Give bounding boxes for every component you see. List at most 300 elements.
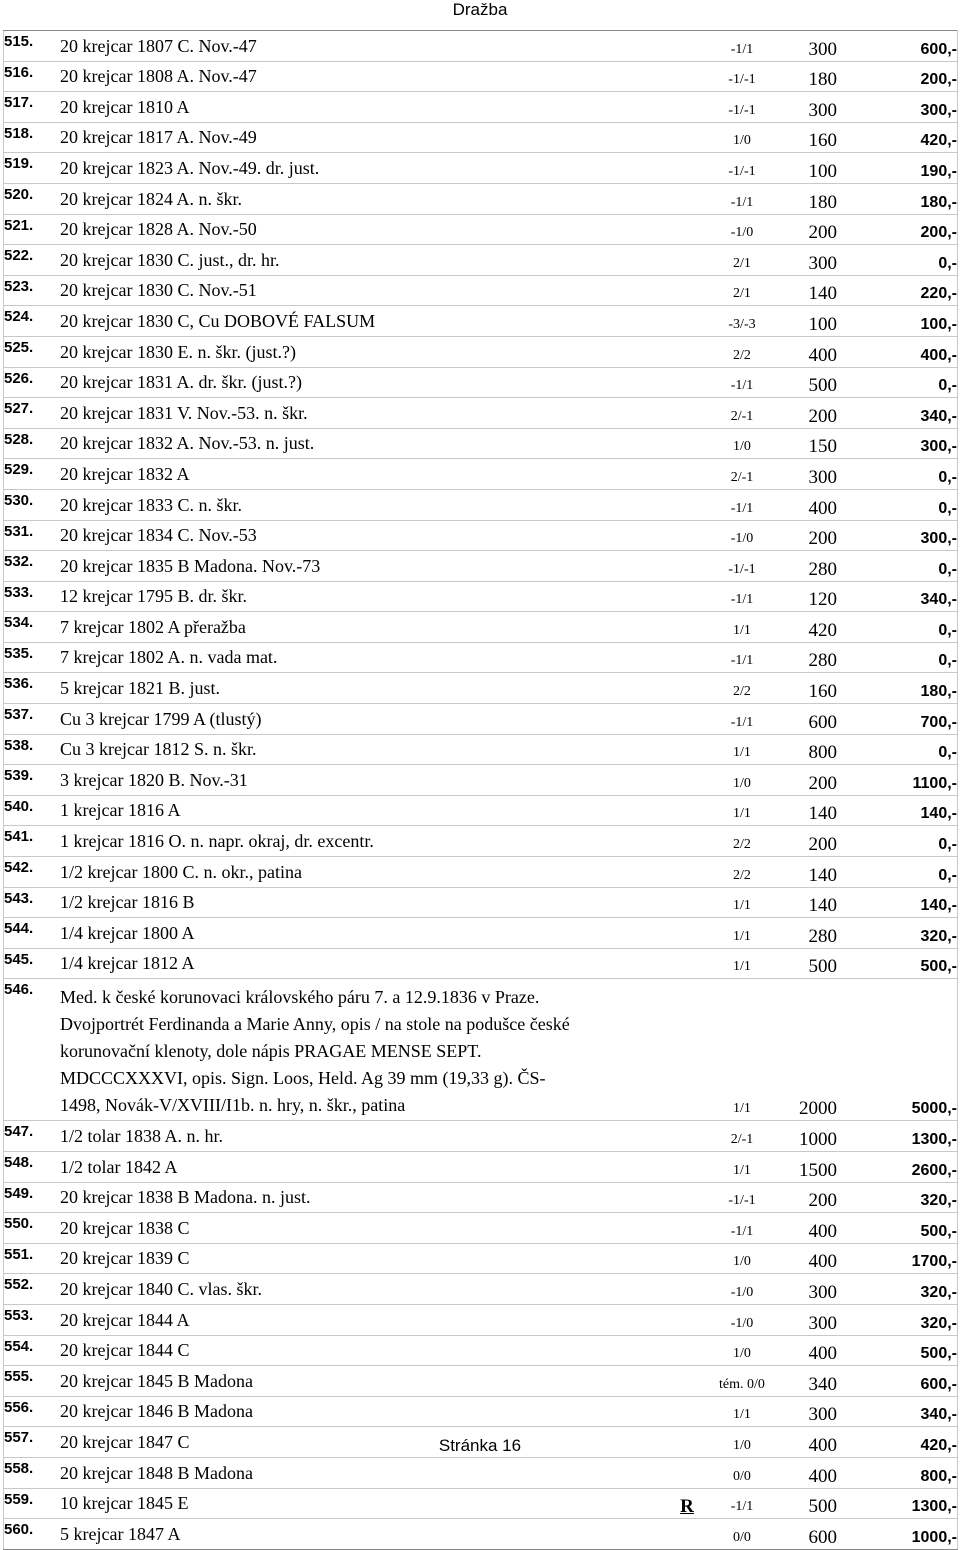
lot-condition: 2/-1 <box>707 1121 777 1152</box>
lot-rarity-mark <box>667 734 707 765</box>
lot-row <box>4 1121 958 1152</box>
lot-condition: -1/1 <box>707 581 777 612</box>
lot-row <box>4 1366 958 1397</box>
lot-condition: 2/2 <box>707 857 777 888</box>
lot-rarity-mark <box>667 918 707 949</box>
lot-row <box>4 214 958 245</box>
lot-row <box>4 765 958 796</box>
lot-condition: -1/1 <box>707 489 777 520</box>
lot-row <box>4 1519 958 1550</box>
lot-condition: -1/0 <box>707 1304 777 1335</box>
lot-final-price: 0,- <box>851 612 958 643</box>
lot-starting-price: 200 <box>777 214 851 245</box>
lot-starting-price: 280 <box>777 642 851 673</box>
auction-lots-body <box>4 31 958 1550</box>
lot-condition: 1/1 <box>707 734 777 765</box>
lot-row <box>4 918 958 949</box>
lot-final-price: 220,- <box>851 275 958 306</box>
lot-rarity-mark <box>667 1335 707 1366</box>
lot-final-price: 320,- <box>851 1274 958 1305</box>
lot-number: 554. <box>4 1335 61 1366</box>
lot-starting-price: 400 <box>777 336 851 367</box>
lot-condition: 2/1 <box>707 245 777 276</box>
lot-description: 1/4 krejcar 1800 A <box>60 918 667 949</box>
lot-condition: 1/0 <box>707 428 777 459</box>
lot-number: 527. <box>4 398 61 429</box>
lot-starting-price: 300 <box>777 92 851 123</box>
lot-rarity-mark <box>667 704 707 735</box>
lot-final-price: 500,- <box>851 1335 958 1366</box>
lot-starting-price: 140 <box>777 275 851 306</box>
lot-final-price: 300,- <box>851 520 958 551</box>
lot-final-price: 400,- <box>851 336 958 367</box>
lot-description: 20 krejcar 1830 C. just., dr. hr. <box>60 245 667 276</box>
lot-rarity-mark <box>667 581 707 612</box>
lot-description: Cu 3 krejcar 1799 A (tlustý) <box>60 704 667 735</box>
lot-number: 515. <box>4 31 61 62</box>
lot-description: 3 krejcar 1820 B. Nov.-31 <box>60 765 667 796</box>
lot-number: 517. <box>4 92 61 123</box>
lot-row <box>4 612 958 643</box>
lot-row <box>4 520 958 551</box>
lot-number: 528. <box>4 428 61 459</box>
lot-starting-price: 200 <box>777 826 851 857</box>
lot-number: 559. <box>4 1488 61 1519</box>
lot-number: 530. <box>4 489 61 520</box>
lot-number: 535. <box>4 642 61 673</box>
lot-rarity-mark <box>667 948 707 979</box>
lot-final-price: 180,- <box>851 183 958 214</box>
lot-starting-price: 800 <box>777 734 851 765</box>
lot-description: 1/4 krejcar 1812 A <box>60 948 667 979</box>
lot-number: 560. <box>4 1519 61 1550</box>
lot-final-price: 190,- <box>851 153 958 184</box>
lot-rarity-mark <box>667 183 707 214</box>
lot-final-price: 500,- <box>851 1213 958 1244</box>
lot-rarity-mark <box>667 214 707 245</box>
lot-description: 20 krejcar 1832 A. Nov.-53. n. just. <box>60 428 667 459</box>
auction-lots-table <box>3 30 958 1550</box>
lot-starting-price: 300 <box>777 31 851 62</box>
lot-number: 516. <box>4 61 61 92</box>
lot-condition: 1/1 <box>707 612 777 643</box>
lot-condition: -1/0 <box>707 214 777 245</box>
header-title: Dražba <box>452 0 508 19</box>
lot-final-price: 0,- <box>851 826 958 857</box>
lot-number: 531. <box>4 520 61 551</box>
lot-condition: -1/-1 <box>707 1182 777 1213</box>
lot-description: 12 krejcar 1795 B. dr. škr. <box>60 581 667 612</box>
lot-description: 20 krejcar 1847 C <box>60 1427 667 1458</box>
lot-final-price: 140,- <box>851 795 958 826</box>
lot-rarity-mark <box>667 642 707 673</box>
lot-rarity-mark <box>667 245 707 276</box>
lot-condition: -1/0 <box>707 520 777 551</box>
lot-condition: 2/-1 <box>707 398 777 429</box>
lot-row <box>4 1182 958 1213</box>
lot-final-price: 0,- <box>851 489 958 520</box>
lot-rarity-mark <box>667 1396 707 1427</box>
lot-condition: -1/1 <box>707 183 777 214</box>
lot-condition: 2/-1 <box>707 459 777 490</box>
lot-condition: tém. 0/0 <box>707 1366 777 1397</box>
lot-description: 20 krejcar 1844 A <box>60 1304 667 1335</box>
lot-row <box>4 428 958 459</box>
lot-starting-price: 280 <box>777 918 851 949</box>
lot-number: 519. <box>4 153 61 184</box>
lot-rarity-mark <box>667 489 707 520</box>
lot-number: 540. <box>4 795 61 826</box>
lot-number: 523. <box>4 275 61 306</box>
lot-final-price: 600,- <box>851 31 958 62</box>
lot-row <box>4 1213 958 1244</box>
lot-description: 1 krejcar 1816 O. n. napr. okraj, dr. excentr. <box>60 826 667 857</box>
lot-description: 20 krejcar 1808 A. Nov.-47 <box>60 61 667 92</box>
lot-final-price: 200,- <box>851 214 958 245</box>
lot-description: 20 krejcar 1810 A <box>60 92 667 123</box>
lot-condition: 1/1 <box>707 795 777 826</box>
lot-rarity-mark <box>667 92 707 123</box>
lot-final-price: 1100,- <box>851 765 958 796</box>
lot-description: 20 krejcar 1846 B Madona <box>60 1396 667 1427</box>
lot-condition: -1/1 <box>707 31 777 62</box>
lot-starting-price: 180 <box>777 61 851 92</box>
lot-row <box>4 642 958 673</box>
lot-condition: -1/-1 <box>707 551 777 582</box>
lot-condition: 2/2 <box>707 673 777 704</box>
lot-rarity-mark <box>667 857 707 888</box>
lot-final-price: 320,- <box>851 1182 958 1213</box>
lot-condition: 0/0 <box>707 1457 777 1488</box>
lot-number: 544. <box>4 918 61 949</box>
lot-final-price: 500,- <box>851 948 958 979</box>
lot-number: 547. <box>4 1121 61 1152</box>
lot-starting-price: 280 <box>777 551 851 582</box>
lot-condition: 1/0 <box>707 765 777 796</box>
lot-condition: -1/1 <box>707 704 777 735</box>
lot-rarity-mark <box>667 367 707 398</box>
lot-row <box>4 245 958 276</box>
lot-number: 521. <box>4 214 61 245</box>
lot-rarity-mark <box>667 336 707 367</box>
lot-description: 1/2 tolar 1842 A <box>60 1152 667 1183</box>
lot-description: 20 krejcar 1845 B Madona <box>60 1366 667 1397</box>
lot-row <box>4 581 958 612</box>
lot-rarity-mark <box>667 520 707 551</box>
lot-final-price: 420,- <box>851 1427 958 1458</box>
lot-row <box>4 734 958 765</box>
lot-number: 558. <box>4 1457 61 1488</box>
lot-description: 20 krejcar 1830 C. Nov.-51 <box>60 275 667 306</box>
lot-starting-price: 400 <box>777 1427 851 1458</box>
lot-condition: -1/-1 <box>707 61 777 92</box>
lot-starting-price: 340 <box>777 1366 851 1397</box>
lot-number: 553. <box>4 1304 61 1335</box>
lot-rarity-mark <box>667 765 707 796</box>
lot-final-price: 0,- <box>851 459 958 490</box>
lot-starting-price: 300 <box>777 1396 851 1427</box>
lot-row <box>4 61 958 92</box>
lot-final-price: 600,- <box>851 1366 958 1397</box>
lot-number: 556. <box>4 1396 61 1427</box>
lot-starting-price: 400 <box>777 1243 851 1274</box>
lot-description: Med. k české korunovaci královského páru 7. a 12.9.1836 v Praze. Dvojportrét Ferdinanda a Marie Anny, opis / na stole na podušce české korunovační klenoty, dole nápis PRAGAE MENSE SEPT. MDCCCXXXVI, opis. Sign. Loos, Held. Ag 39 mm (19,33 g). ČS- 1498, Novák-V/XVIII/I1b. n. hry, n. škr., patina <box>60 979 667 1121</box>
lot-condition: 1/0 <box>707 122 777 153</box>
lot-starting-price: 400 <box>777 1335 851 1366</box>
lot-row <box>4 336 958 367</box>
lot-condition: -3/-3 <box>707 306 777 337</box>
lot-description: 5 krejcar 1821 B. just. <box>60 673 667 704</box>
lot-starting-price: 160 <box>777 673 851 704</box>
lot-final-price: 340,- <box>851 1396 958 1427</box>
lot-description: 20 krejcar 1817 A. Nov.-49 <box>60 122 667 153</box>
lot-row <box>4 1304 958 1335</box>
lot-final-price: 0,- <box>851 734 958 765</box>
lot-number: 534. <box>4 612 61 643</box>
lot-rarity-mark <box>667 979 707 1121</box>
lot-row <box>4 122 958 153</box>
lot-description: 7 krejcar 1802 A. n. vada mat. <box>60 642 667 673</box>
lot-row <box>4 1335 958 1366</box>
lot-number: 532. <box>4 551 61 582</box>
lot-rarity-mark: R <box>667 1488 707 1519</box>
lot-row <box>4 459 958 490</box>
lot-final-price: 0,- <box>851 642 958 673</box>
lot-rarity-mark <box>667 1304 707 1335</box>
lot-description: 1 krejcar 1816 A <box>60 795 667 826</box>
lot-final-price: 340,- <box>851 398 958 429</box>
lot-number: 543. <box>4 887 61 918</box>
lot-row <box>4 948 958 979</box>
lot-number: 524. <box>4 306 61 337</box>
lot-row <box>4 551 958 582</box>
lot-rarity-mark <box>667 1213 707 1244</box>
lot-number: 529. <box>4 459 61 490</box>
lot-description: 20 krejcar 1831 A. dr. škr. (just.?) <box>60 367 667 398</box>
lot-final-price: 100,- <box>851 306 958 337</box>
lot-number: 552. <box>4 1274 61 1305</box>
lot-final-price: 180,- <box>851 673 958 704</box>
lot-rarity-mark <box>667 1152 707 1183</box>
lot-starting-price: 400 <box>777 489 851 520</box>
lot-description: 20 krejcar 1839 C <box>60 1243 667 1274</box>
lot-condition: 1/0 <box>707 1243 777 1274</box>
lot-rarity-mark <box>667 61 707 92</box>
lot-starting-price: 180 <box>777 183 851 214</box>
lot-number: 525. <box>4 336 61 367</box>
lot-description: 20 krejcar 1830 E. n. škr. (just.?) <box>60 336 667 367</box>
lot-rarity-mark <box>667 428 707 459</box>
lot-rarity-mark <box>667 1519 707 1550</box>
lot-number: 557. <box>4 1427 61 1458</box>
lot-rarity-mark <box>667 1366 707 1397</box>
lot-row <box>4 979 958 1121</box>
lot-row <box>4 92 958 123</box>
lot-starting-price: 1500 <box>777 1152 851 1183</box>
lot-description: 20 krejcar 1835 B Madona. Nov.-73 <box>60 551 667 582</box>
lot-row <box>4 795 958 826</box>
lot-rarity-mark <box>667 1121 707 1152</box>
lot-rarity-mark <box>667 1182 707 1213</box>
lot-condition: -1/0 <box>707 1274 777 1305</box>
lot-rarity-mark <box>667 459 707 490</box>
lot-condition: -1/1 <box>707 367 777 398</box>
page-footer <box>0 1436 960 1456</box>
lot-description: 20 krejcar 1840 C. vlas. škr. <box>60 1274 667 1305</box>
lot-number: 522. <box>4 245 61 276</box>
lot-final-price: 420,- <box>851 122 958 153</box>
lot-starting-price: 500 <box>777 948 851 979</box>
lot-starting-price: 600 <box>777 704 851 735</box>
lot-row <box>4 887 958 918</box>
lot-starting-price: 120 <box>777 581 851 612</box>
lot-condition: 1/1 <box>707 1396 777 1427</box>
lot-number: 550. <box>4 1213 61 1244</box>
lot-rarity-mark <box>667 1274 707 1305</box>
lot-number: 555. <box>4 1366 61 1397</box>
lot-row <box>4 826 958 857</box>
lot-starting-price: 140 <box>777 795 851 826</box>
lot-condition: 2/1 <box>707 275 777 306</box>
lot-condition: -1/1 <box>707 642 777 673</box>
lot-starting-price: 400 <box>777 1213 851 1244</box>
lot-condition: -1/1 <box>707 1488 777 1519</box>
lot-starting-price: 200 <box>777 520 851 551</box>
lot-condition: 0/0 <box>707 1519 777 1550</box>
lot-final-price: 320,- <box>851 918 958 949</box>
lot-final-price: 200,- <box>851 61 958 92</box>
lot-number: 545. <box>4 948 61 979</box>
lot-description: 1/2 tolar 1838 A. n. hr. <box>60 1121 667 1152</box>
lot-starting-price: 300 <box>777 1274 851 1305</box>
lot-starting-price: 1000 <box>777 1121 851 1152</box>
lot-number: 548. <box>4 1152 61 1183</box>
lot-row <box>4 673 958 704</box>
lot-starting-price: 100 <box>777 306 851 337</box>
lot-row <box>4 31 958 62</box>
lot-row <box>4 367 958 398</box>
lot-starting-price: 200 <box>777 1182 851 1213</box>
lot-starting-price: 2000 <box>777 979 851 1121</box>
lot-row <box>4 1396 958 1427</box>
lot-description: 20 krejcar 1830 C, Cu DOBOVÉ FALSUM <box>60 306 667 337</box>
lot-number: 518. <box>4 122 61 153</box>
lot-description: 20 krejcar 1838 C <box>60 1213 667 1244</box>
lot-description: 20 krejcar 1838 B Madona. n. just. <box>60 1182 667 1213</box>
lot-description: 20 krejcar 1824 A. n. škr. <box>60 183 667 214</box>
lot-rarity-mark <box>667 673 707 704</box>
lot-row <box>4 489 958 520</box>
lot-row <box>4 275 958 306</box>
lot-condition: 1/1 <box>707 918 777 949</box>
lot-row <box>4 1488 958 1519</box>
lot-row <box>4 704 958 735</box>
lot-rarity-mark <box>667 612 707 643</box>
lot-condition: 1/1 <box>707 1152 777 1183</box>
lot-final-price: 5000,- <box>851 979 958 1121</box>
lot-final-price: 700,- <box>851 704 958 735</box>
lot-row <box>4 1274 958 1305</box>
lot-number: 541. <box>4 826 61 857</box>
lot-row <box>4 183 958 214</box>
lot-rarity-mark <box>667 153 707 184</box>
lot-starting-price: 600 <box>777 1519 851 1550</box>
lot-row <box>4 306 958 337</box>
lot-final-price: 0,- <box>851 367 958 398</box>
lot-condition: 2/2 <box>707 336 777 367</box>
lot-description: 20 krejcar 1844 C <box>60 1335 667 1366</box>
lot-condition: 1/1 <box>707 887 777 918</box>
lot-condition: 2/2 <box>707 826 777 857</box>
lot-final-price: 1000,- <box>851 1519 958 1550</box>
lot-condition: 1/0 <box>707 1335 777 1366</box>
lot-description: 20 krejcar 1848 B Madona <box>60 1457 667 1488</box>
lot-final-price: 2600,- <box>851 1152 958 1183</box>
lot-description: 20 krejcar 1823 A. Nov.-49. dr. just. <box>60 153 667 184</box>
lot-starting-price: 300 <box>777 245 851 276</box>
lot-rarity-mark <box>667 306 707 337</box>
lot-final-price: 320,- <box>851 1304 958 1335</box>
lot-starting-price: 150 <box>777 428 851 459</box>
lot-description: 20 krejcar 1834 C. Nov.-53 <box>60 520 667 551</box>
lot-number: 520. <box>4 183 61 214</box>
lot-number: 542. <box>4 857 61 888</box>
lot-row <box>4 1152 958 1183</box>
lot-starting-price: 420 <box>777 612 851 643</box>
lot-condition: -1/1 <box>707 1213 777 1244</box>
lot-rarity-mark <box>667 1457 707 1488</box>
lot-starting-price: 140 <box>777 857 851 888</box>
lot-rarity-mark <box>667 551 707 582</box>
lot-rarity-mark <box>667 795 707 826</box>
lot-rarity-mark <box>667 31 707 62</box>
lot-description: 20 krejcar 1807 C. Nov.-47 <box>60 31 667 62</box>
lot-number: 533. <box>4 581 61 612</box>
lot-number: 546. <box>4 979 61 1121</box>
lot-rarity-mark <box>667 122 707 153</box>
lot-rarity-mark <box>667 826 707 857</box>
lot-number: 537. <box>4 704 61 735</box>
lot-description: 10 krejcar 1845 E <box>60 1488 667 1519</box>
page-number: Stránka 16 <box>438 1436 522 1455</box>
lot-rarity-mark <box>667 275 707 306</box>
lot-condition: 1/1 <box>707 948 777 979</box>
lot-number: 526. <box>4 367 61 398</box>
lot-description: 20 krejcar 1831 V. Nov.-53. n. škr. <box>60 398 667 429</box>
lot-starting-price: 200 <box>777 398 851 429</box>
lot-row <box>4 153 958 184</box>
lot-final-price: 0,- <box>851 245 958 276</box>
lot-row <box>4 1457 958 1488</box>
lot-number: 536. <box>4 673 61 704</box>
lot-condition: -1/-1 <box>707 153 777 184</box>
lot-starting-price: 500 <box>777 367 851 398</box>
lot-condition: 1/1 <box>707 979 777 1121</box>
lot-number: 539. <box>4 765 61 796</box>
lot-starting-price: 200 <box>777 765 851 796</box>
lot-description: 20 krejcar 1833 C. n. škr. <box>60 489 667 520</box>
lot-final-price: 300,- <box>851 92 958 123</box>
lot-starting-price: 300 <box>777 459 851 490</box>
lot-rarity-mark <box>667 887 707 918</box>
lot-condition: 1/0 <box>707 1427 777 1458</box>
lot-final-price: 1300,- <box>851 1488 958 1519</box>
lot-final-price: 0,- <box>851 551 958 582</box>
lot-final-price: 0,- <box>851 857 958 888</box>
lot-starting-price: 100 <box>777 153 851 184</box>
lot-row <box>4 857 958 888</box>
lot-starting-price: 160 <box>777 122 851 153</box>
